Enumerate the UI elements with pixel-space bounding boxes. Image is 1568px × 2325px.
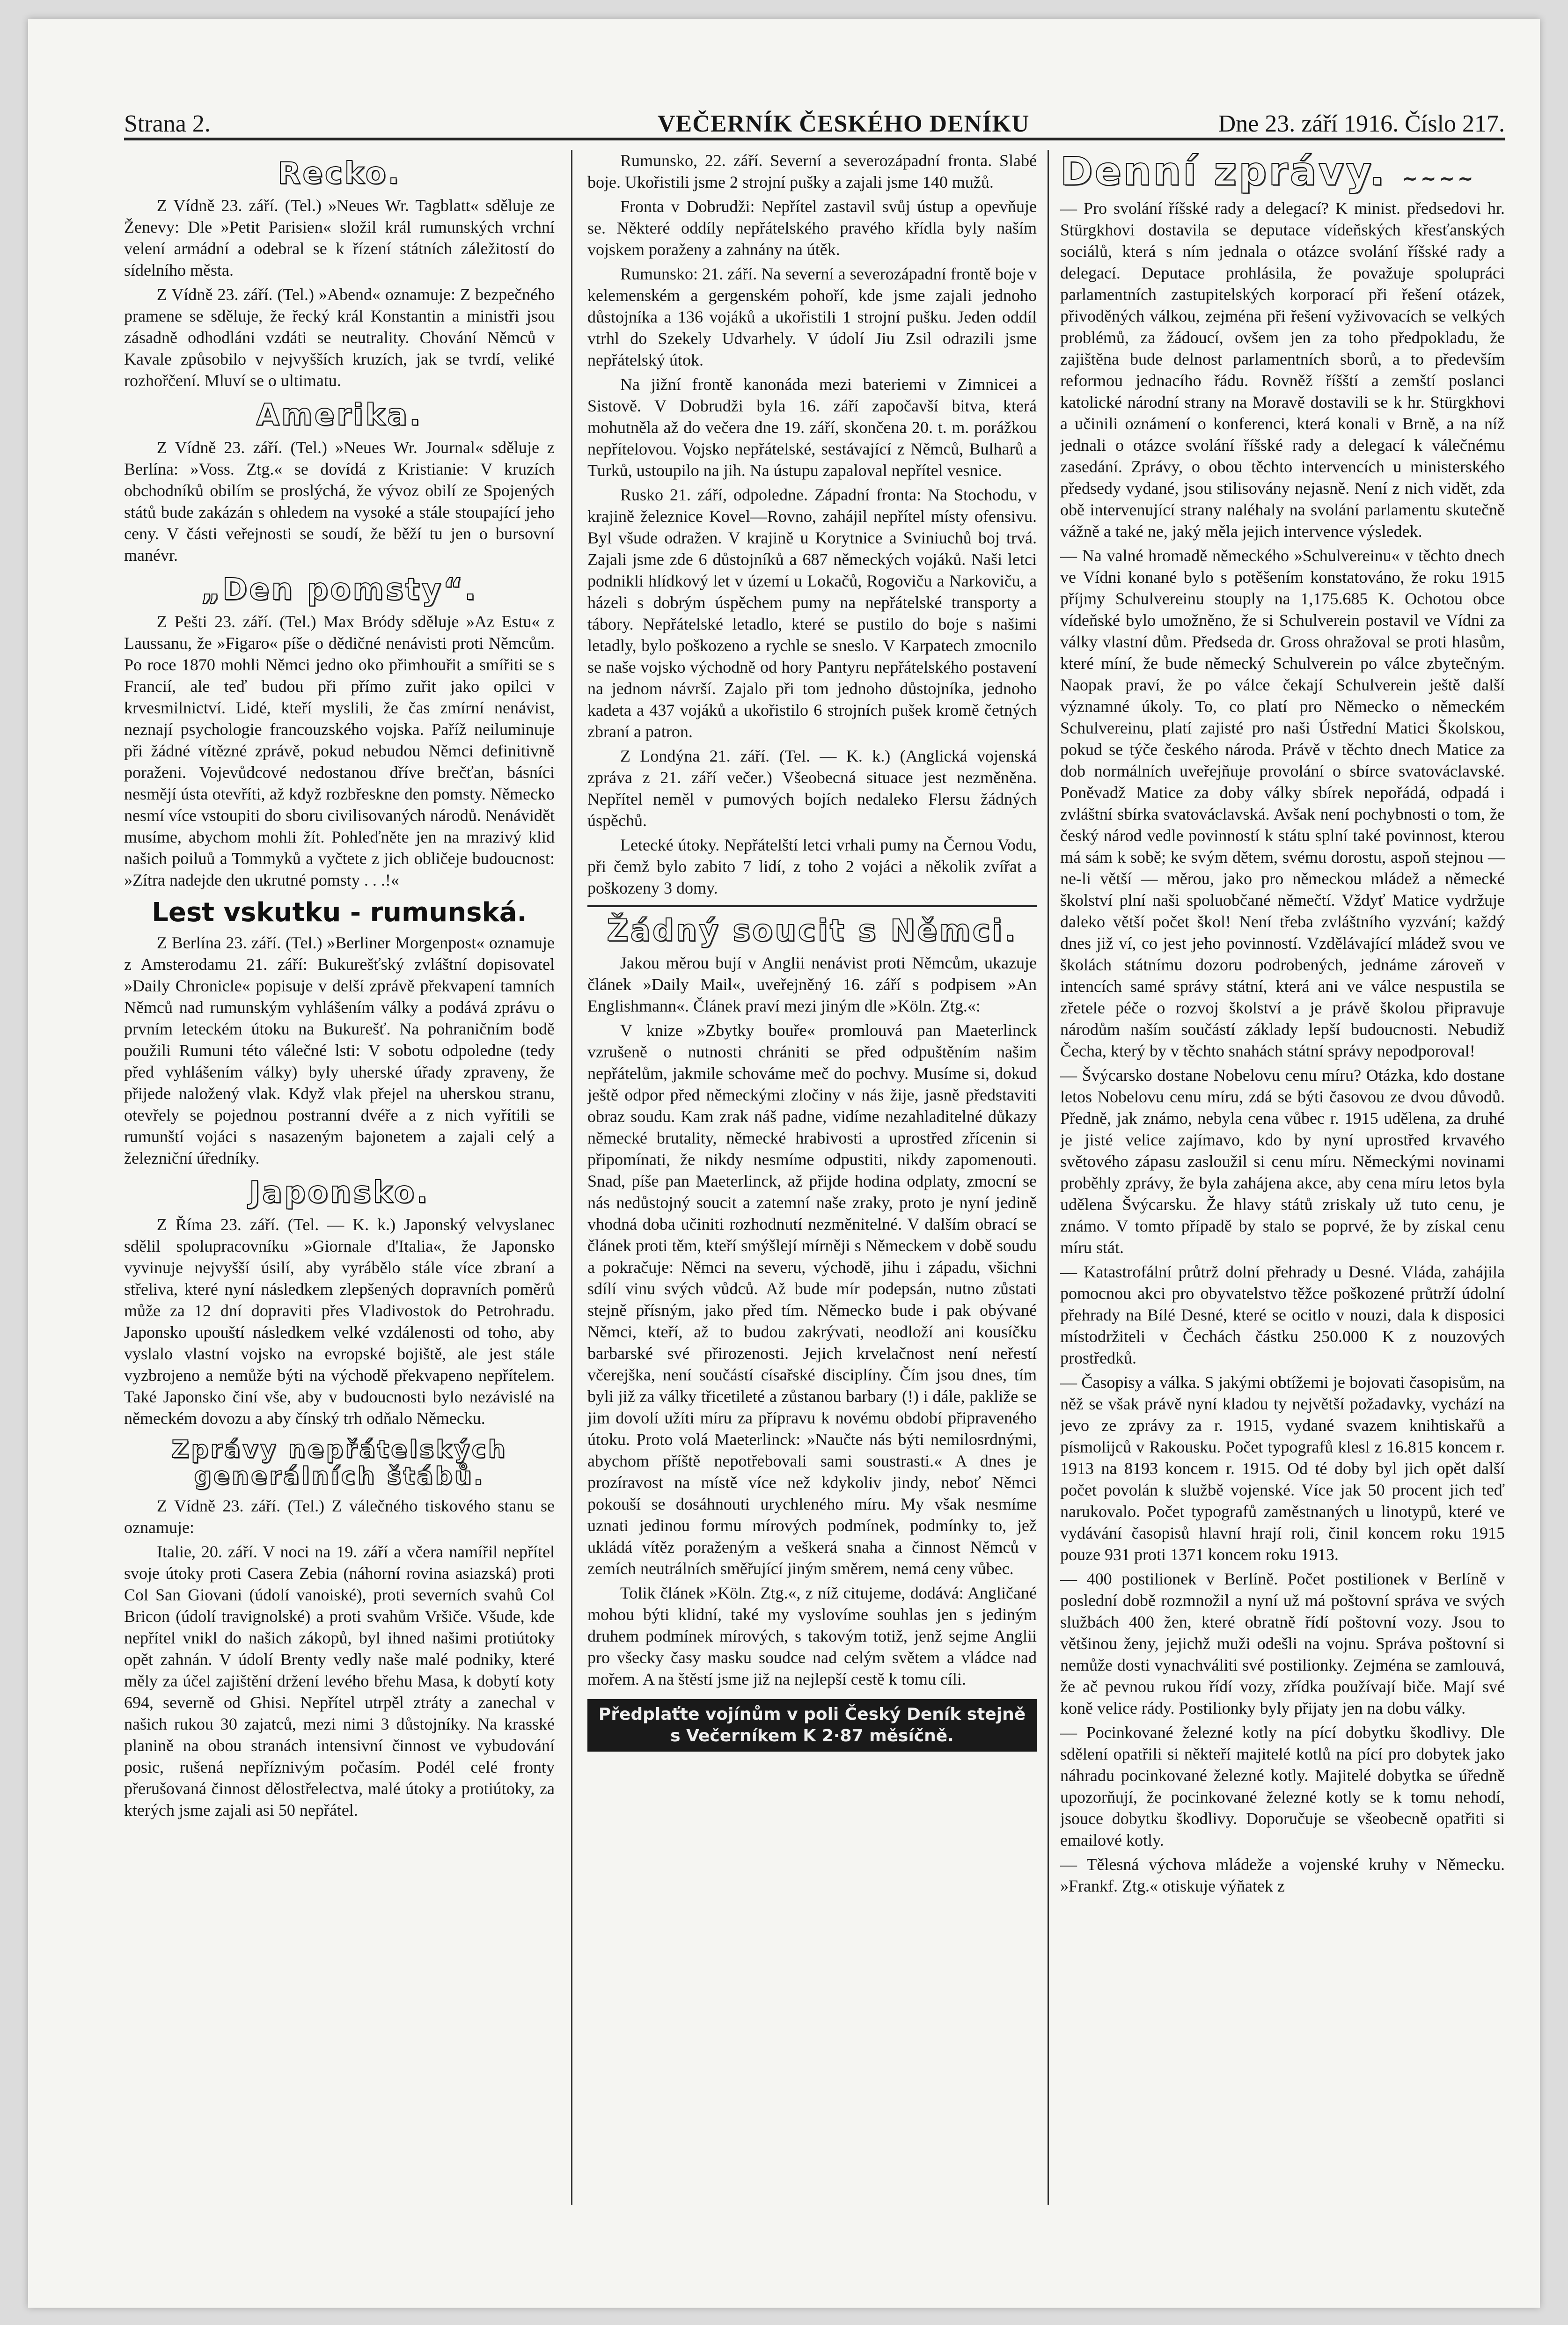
article-paragraph: Z Vídně 23. září. (Tel.) »Neues Wr. Tagblatt« sděluje ze Ženevy: Dle »Petit Parisien« složil král rumunských vrchní velení armádní a odebral se k řízení státních záležitostí do sídelního města.	[124, 196, 555, 280]
article-paragraph: Italie, 20. září. V noci na 19. září a včera namířil nepřítel svoje útoky proti Casera Zebia (náhorní rovina asiazská) proti Col San Giovani (údolí vanoiské), proti severních svahů Col Bricon (údolí travignolské) a proti svahům Vršiče. Všude, kde nepřítel vnikl do našich zákopů, byl ihned našimi protiútoky opět zahnán. V údolí Brenty vedly naše malé podniky, které měly za účel zajištění držení levého břehu Masa, k dobytí koty 694, severně od Ghisi. Nepřítel utrpěl ztráty a zanechal v našich rukou 30 zajatců, mezi nimi 3 důstojníky. Na krasské planině na obou stranách intensivní činnost ve vybudování posic, rušená nepříznivým počasím. Podél celé fronty přerušovaná činnost dělostřelectva, malé útoky a protiútoky, za kterých jsme zajali asi 50 nepřátel.	[124, 1542, 555, 1819]
news-item: — Časopisy a válka. S jakými obtížemi je bojovati časopisům, na něž se však právě nyní kladou ty největší požadavky, vychází na jevo ze zprávy za r. 1915, vydané svazem knihtiskařů a písmolijců v Rakousku. Počet typografů klesl z 16.815 koncem r. 1913 na 8193 koncem r. 1915. Od té doby byl jich opět další počet povolán k službě vojenské. Více jak 50 procent jich teď narukovalo. Počet typografů zaměstnaných u linotypů, které ve vydávání časopisů hlavní hrají roli, činil koncem roku 1915 pouze 931 proti 1371 koncem roku 1913.	[1060, 1373, 1505, 1564]
column-divider-2	[1048, 150, 1049, 2205]
article-paragraph: Tolik článek »Köln. Ztg.«, z níž citujeme, dodává: Angličané mohou býti klidní, také my vyslovíme souhlas jen s jediným druhem podmínek mírových, s takovým totiž, jenž sejme Anglii pro všecky časy masku soudce nad celým světem a vládce nad mořem. A na štěstí jsme již na nejlepší cestě k tomu cíli.	[587, 1584, 1037, 1689]
article-paragraph: Z Říma 23. září. (Tel. — K. k.) Japonský velvyslanec sdělil spolupracovníku »Giornale d'Italia«, že Japonsko vyvinuje nejvyšší úsilí, aby vyrábělo stále více zbraní a střeliva, které nyní následkem zlepšených dopravních poměrů může za 12 dní dopraviti přes Vladivostok do Petrohradu. Japonsko upouští následkem velké vzdálenosti od toho, aby vyslalo vlastní vojsko na evropské bojiště, ale jest stále vyzbrojeno a nemůže býti na východě překvapeno nepřítelem. Také Japonsko činí vše, aby v budoucnosti bylo nezávislé na německém dovozu a aby čínský trh odňalo Německu.	[124, 1215, 555, 1428]
article-paragraph: Na jižní frontě kanonáda mezi bateriemi v Zimnicei a Sistově. V Dobrudži byla 16. září započavší bitva, která mohutněla až do večera dne 19. září, skončena 20. t. m. porážkou nepřítelovou. Vojsko nepřátelské, sestávající z Němců, Bulharů a Turků, ustoupilo na jih. Na ústupu zapaloval nepřítel vesnice.	[587, 375, 1037, 480]
article-paragraph: Fronta v Dobrudži: Nepřítel zastavil svůj ústup a opevňuje se. Některé oddíly nepřátelského pravého křídla byly naším vojskem poraženy a zahnány na útěk.	[587, 197, 1037, 259]
section-title-lest: Lest vskutku - rumunská.	[152, 897, 527, 928]
news-item: — Pocinkované železné kotly na pící dobytku škodlivy. Dle sdělení opatřili si někteří majitelé kotlů na pící pro dobytek jako náhradu pocinkované železné kotly. Majitelé dobytka se úředně upozorňují, že pocinkované železné kotly se k tomu nehodí, jsouce dobytku škodlivy. Doporučuje se všeobecně opatřiti si emailové kotly.	[1060, 1723, 1505, 1850]
article-paragraph: Z Vídně 23. září. (Tel.) »Neues Wr. Journal« sděluje z Berlína: »Voss. Ztg.« se dovídá z Kristianie: V kruzích obchodníků obilím se proslýchá, že vývoz obilí ze Spojených států bude zakázán s ohledem na vysoké a stále stoupající jeho ceny. V části veřejnosti se soudí, že běží tu jen o bursovní manévr.	[124, 438, 555, 565]
column-divider-1	[571, 150, 572, 2205]
article-paragraph: Rumunsko, 22. září. Severní a severozápadní fronta. Slabé boje. Ukořistili jsme 2 strojní pušky a zajali jsme 140 mužů.	[587, 151, 1037, 191]
news-item: — Pro svolání říšské rady a delegací? K minist. předsedovi hr. Stürgkhovi dostavila se deputace vídeňských křesťanských sociálů, která s ním jednala o otázce svolání říšské rady a delegací. Deputace prohlásila, že považuje spolupráci parlamentních zastupitelských korporací při řešení otázek, přivoděných válkou, zejména při řešení vyživovacích se velkých problémů, za žádoucí, ovšem jen za toho předpokladu, že zajištěna bude delnost parlamentních sborů, a to především reformou jednacího řádu. Rovněž říšští a zemští poslanci katolické národní strany na Moravě dostavili se k hr. Stürgkhovi a učinili oznámení o konferenci, která konali v Brně, a na níž jednali o otázce svolání říšské rady a delegací k válečnému zasedání. Zprávy, o obou těchto intervencích u ministerského předsedy vydané, jsou stilisovány nejasně. Není z nich vidět, zda obě intervenující strany naléhaly na svolání parlamentu skutečně vážně a také ne, jaký měla jejich intervence výsledek.	[1060, 199, 1505, 541]
article-paragraph: Z Vídně 23. září. (Tel.) Z válečného tiskového stanu se oznamuje:	[124, 1496, 555, 1537]
article-paragraph: Letecké útoky. Nepřátelští letci vrhali pumy na Černou Vodu, při čemž bylo zabito 7 lidí, z toho 2 vojáci a několik zvířat a poškozeny 3 domy.	[587, 836, 1037, 897]
page-number: Strana 2.	[124, 110, 211, 137]
article-paragraph: Rusko 21. září, odpoledne. Západní fronta: Na Stochodu, v krajině železnice Kovel—Rovno, zahájil nepřítel místy ofensivu. Byl všude odražen. V krajině u Korytnice a Sviniuchů boj trvá. Zajali jsme zde 6 důstojníků a 687 německých vojáků. Naši letci podnikli hlídkový let v území u Lokačů, Rogoviču a Narkoviču, a házeli s dobrým úspěchem pumy na nepřátelské transporty a tábory. Nepřátelské letadlo, které se pustilo do boje s našimi letadly, bylo poškozeno a rychle se sneslo. V Karpatech zmocnilo se naše vojsko východně od hory Pantyru nepřátelského postavení na jednom návrší. Zajalo při tom jednoho důstojníka, jednoho kadeta a 437 vojáků a ukořistilo 6 strojních pušek kromě četných zbraní a patron.	[587, 485, 1037, 741]
article-paragraph: Rumunsko: 21. září. Na severní a severozápadní frontě boje v kelemenském a gergenském pohoří, kde jsme zajali jednoho důstojníka a 136 vojáků a ukořistili 1 strojní pušku. Jeden oddíl vtrhl do Szekely Udvarhely. V údolí Jiu Zsil odrazili jsme nepřátelský útok.	[587, 264, 1037, 369]
section-title-denni-zpravy	[1060, 150, 1505, 193]
section-title-amerika: Amerika.	[256, 398, 423, 433]
news-item: — 400 postilionek v Berlíně. Počet postilionek v Berlíně v poslední době rozmnožil a nyní už má poštovní správa ve svých službách 400 žen, které obratně řídí poštovní vozy. Jsou to většinou ženy, jejichž muži odešli na vojnu. Správa poštovní si nemůže dosti vynachváliti své postilionky. Zejména se zamlouvá, že ač pevnou rukou řídí vozy, zřídka používají biče. Mají své koně velice rády. Postilionky byly přijaty jen na dobu války.	[1060, 1570, 1505, 1718]
news-item: — Tělesná výchova mládeže a vojenské kruhy v Německu. »Frankf. Ztg.« otiskuje výňatek z	[1060, 1855, 1505, 1896]
article-paragraph: Z Pešti 23. září. (Tel.) Max Bródy sděluje »Az Estu« z Laussanu, že »Figaro« píše o dědičné nenávisti proti Němcům. Po roce 1870 mohli Němci jedno oko přimhouřit a smířiti se s Francií, ale teď budou při přímo zuřit jako opilci v krvesmilnictví. Lidé, kteří myslili, že čas zmírní nenávist, neznají psychologie francouzského vojska. Paříž neiluminuje při žádné vítězné zprávě, pokud nebudou Němci definitivně poraženi. Vojevůdcové nedostanou dříve brečťan, básníci nesmějí ústa otevříti, až když rozbřeskne den pomsty. Německo nesmí více vstoupiti do sboru civilisovaných národů. Nenávidět musíme, abychom mohli žít. Pohleďněte jen na mrazivý klid našich poiluů a Tommyků a vyčtete z jich obličeje budoucnost: »Zítra nadejde den ukrutné pomsty . . .!«	[124, 612, 555, 890]
section-separator	[587, 905, 1037, 907]
section-title-zpravy	[124, 1437, 555, 1490]
section-title-japonsko: Japonsko.	[249, 1175, 430, 1210]
header-rule	[124, 138, 1505, 140]
section-title-soucit: Žádný soucit s Němci.	[607, 914, 1018, 948]
article-paragraph: Z Londýna 21. září. (Tel. — K. k.) (Anglická vojenská zpráva z 21. září večer.) Všeobecná situace jest nezměněna. Nepřítel neměl v pumových bojích nedaleko Flersu žádných úspěchů.	[587, 747, 1037, 830]
section-title-recko: Recko.	[278, 156, 401, 191]
issue-date: Dne 23. září 1916. Číslo 217.	[1218, 110, 1505, 137]
news-item: — Švýcarsko dostane Nobelovu cenu míru? Otázka, kdo dostane letos Nobelovu cenu míru, zdá se býti časovou ze dvou důvodů. Předně, jak známo, nebyla cena vůbec r. 1915 udělena, za druhé je jisté velice zajímavo, kdo by nyní uprostřed krvavého světového zápasu zasloužil si cenu míru. Německými novinami proběhly zprávy, že byla zahájena akce, aby cena míru letos byla udělena Švýcarsku. Že hlavy států zriskaly už tuto cenu, je známo. V tomto případě by stalo se poprvé, že by získal cenu míru stát.	[1060, 1066, 1505, 1257]
article-paragraph: Z Vídně 23. září. (Tel.) »Abend« oznamuje: Z bezpečného pramene se sděluje, že řecký král Konstantin a ministři jsou zásadně odhodláni vzdáti se neutrality. Chování Němců v Kavale způsobilo v nejvyšších kruzích, jak se tvrdí, veliké rozhořčení. Mluví se o ultimatu.	[124, 285, 555, 390]
section-title-line: generálních štábů.	[194, 1462, 485, 1491]
page-header	[124, 110, 1505, 138]
section-title-den-pomsty: „Den pomsty“.	[201, 572, 478, 607]
column-2	[587, 150, 1037, 2205]
news-item: — Na valné hromadě německého »Schulvereinu« v těchto dnech ve Vídni konané bylo s potěšením konstatováno, že roku 1915 příjmy Schulvereinu stouply na 1,175.685 K. Ochotou obce vídeňské bylo umožněno, že si Schulverein postavil ve Vídni za války vlastní dům. Předseda dr. Gross ohražoval se proti hlasům, které míní, že bude německý Schulverein po válce zbytečným. Naopak praví, že po válce čekají Schulverein ještě další významné úkoly. To, co platí pro Německo o německém Schulvereinu, platí zajisté pro naši Ústřední Matici Školskou, pokud se týče českého národa. Právě v těchto dnech Matice za dob normálních uveřejňuje provolání o sbírce svatováclavské. Poněvadž Matice za doby války sbírek nepořádá, odpadá i zvláštní sbírka svatováclavská. Avšak není pochybnosti o tom, že český národ vedle povinností k státu splní také povinnost, kterou má sám k sobě; ke svým dětem, svému dorostu, aspoň stejnou — ne-li větší — měrou, jako pro německou mládež a německé školství plní naši spoluobčané němečtí. Vždyť Matice vydržuje daleko větší počet škol! Není třeba zvláštního vyzvání; každý dnes již ví, co jest jeho povinností. Vzdělávající mládež svou ve školách státnímu dozoru podrobených, jednáme zároveň v intencích samé správy státní, která ani ve válce nespustila se zřetele péče o rozvoj školství a je právě školou připravuje národům naším součástí základy lepší budoucnosti. Nebudiž Čecha, který by v těchto snahách státní správy nepodporoval!	[1060, 546, 1505, 1061]
article-paragraph: Jakou měrou bují v Anglii nenávist proti Němcům, ukazuje článek »Daily Mail«, uveřejněný 16. září s podpisem »An Englishmann«. Článek praví mezi jiným dle »Köln. Ztg.«:	[587, 953, 1037, 1016]
news-item: — Katastrofální průtrž dolní přehrady u Desné. Vláda, zahájila pomocnou akci pro obyvatelstvo těžce poškozené průtrží údolní přehrady na Bílé Desné, které se ocitlo v nouzi, dala k disposici místodržiteli v Čechách částku 250.000 K z nouzových prostředků.	[1060, 1262, 1505, 1368]
article-paragraph: Z Berlína 23. září. (Tel.) »Berliner Morgenpost« oznamuje z Amsterodamu 21. září: Bukurešťský zvláštní dopisovatel »Daily Chronicle« popisuje v delší zprávě překvapení tamních Němců nad rumunským vyhlášením války a podává zprávu o prvním leteckém útoku na Bukurešť. Na pohraničním bodě použili Rumuni této válečné lsti: V sobotu odpoledne (tedy před vyhlášením války) byly uherské úřady zpraveny, že přijede naložený vlak. Když vlak přejel na uherskou stranu, otevřely se pojednou postranní dvéře a z nich vyřítili se rumunští vojáci s nasazeným bajonetem a zajali celý a železniční úředníky.	[124, 933, 555, 1167]
subscription-ad: Předplaťte vojínům v poli Český Deník stejně s Večerníkem K 2·87 měsíčně.	[587, 1699, 1037, 1752]
section-title-text: Denní zprávy.	[1060, 150, 1387, 194]
section-title-line: Zprávy nepřátelských	[171, 1436, 507, 1464]
column-1	[124, 150, 555, 2205]
column-3	[1060, 150, 1505, 2205]
ornament-icon: ~~~~	[1402, 168, 1476, 190]
article-paragraph: V knize »Zbytky bouře« promlouvá pan Maeterlinck vzrušeně o nutnosti chrániti se před odpuštěním našim nepřátelům, jakmile schováme meč do pochvy. Musíme si, dokud ještě odpor před německými zločiny v nás žije, jasně představiti obraz soudu. Kam zrak náš padne, vidíme nezahladitelné důkazy německé brutality, německé hrabivosti a uprostřed zřícenin si připomínati, že nikdy nesmíme odpustiti, nikdy zapomenouti. Snad, píše pan Maeterlinck, až přijde hodina odplaty, zmocní se nás nedůstojný soucit a zatemní naše zraky, proto je nyní jedině vhodná doba učiniti rozhodnutí nezměnitelné. V dalším obrací se článek proti těm, kteří smýšlejí mírněji s Německem v době soudu a pokračuje: Němci na severu, východě, jihu i západu, všichni sdílí vinu svých vůdců. Až bude mír podepsán, nutno zůstati stejně přísným, jako před tím. Německo bude i pak obývané Němci, kteří, až to budou zakrývati, neodloží ani kousíčku barbarské své přirozenosti. Jejich krvelačnost není neřestí včerejška, není součástí císařské disciplíny. Čím jsou dnes, tím byli již za války třicetileté a zůstanou barbary (!) i dále, pakliže se jim dovolí užíti míru za přípravu k novému období připraveného útoku. Proto volá Maeterlinck: »Naučte nás býti nemilosrdnými, abychom příště nepotřebovali sami soustrasti.« A dnes je prozíravost na místě více než kdykoliv jindy, neboť Němci pokouší se dosáhnouti urychleného míru. My však nesmíme uznati jedinou formu mírových podmínek, podmínky to, jež ukládá vítěz poraženým a veškerá snaha a činnost Němců v zemích neutrálních směřující jiným směrem, nemá ceny vůbec.	[587, 1021, 1037, 1578]
masthead: VEČERNÍK ČESKÉHO DENÍKU	[658, 110, 1030, 137]
